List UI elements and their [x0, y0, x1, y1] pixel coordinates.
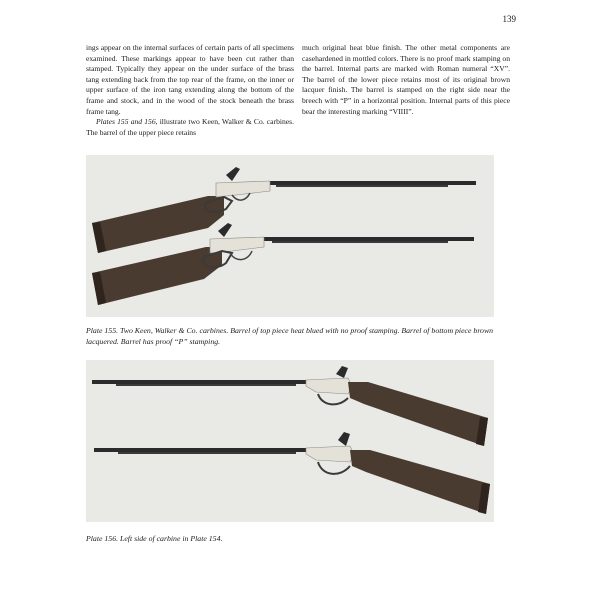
plate-155-caption: Plate 155. Two Keen, Walker & Co. carbines. Barrel of top piece heat blued with no proof stamping. Barrel of bottom piece brown lacquered. Barrel has proof “P” stamping. [86, 326, 494, 346]
plate-reference: Plates 155 and 156, [96, 117, 158, 127]
paragraph: much original heat blue finish. The other metal components are casehardened in mottled colors. There is no proof mark stamping on the barrel. Internal parts are marked with Roman numeral “XV”. The barrel of the lower piece retains most of its original brown lacquer finish. The barrel is stamped on the right side near the breech with “P” in a horizontal position. Internal parts of this piece bear the interesting marking “VIIII”. [302, 43, 510, 116]
plate-156-caption: Plate 156. Left side of carbine in Plate 154. [86, 534, 223, 543]
paragraph: ings appear on the internal surfaces of certain parts of all specimens examined. These markings appear to have been cut rather than stamped. Typically they appear on the under surface of the brass tang extending back from the top rear of the frame, on the inner or upper surface of the iron tang extending along the bottom of the frame and stock, and in the wood of the stock beneath the brass frame tang. [86, 43, 294, 116]
carbines-right-side-illustration [86, 155, 494, 317]
text-column-right [302, 43, 510, 117]
plate-155-photo [86, 155, 494, 317]
carbines-left-side-illustration [86, 360, 494, 522]
page-number: 139 [502, 14, 516, 24]
paragraph [86, 117, 294, 138]
plate-156-photo [86, 360, 494, 522]
paragraph-text: illustrate two Keen, Walker & Co. carbines. The barrel of the upper piece retains [86, 117, 294, 137]
text-column-left [86, 43, 294, 138]
